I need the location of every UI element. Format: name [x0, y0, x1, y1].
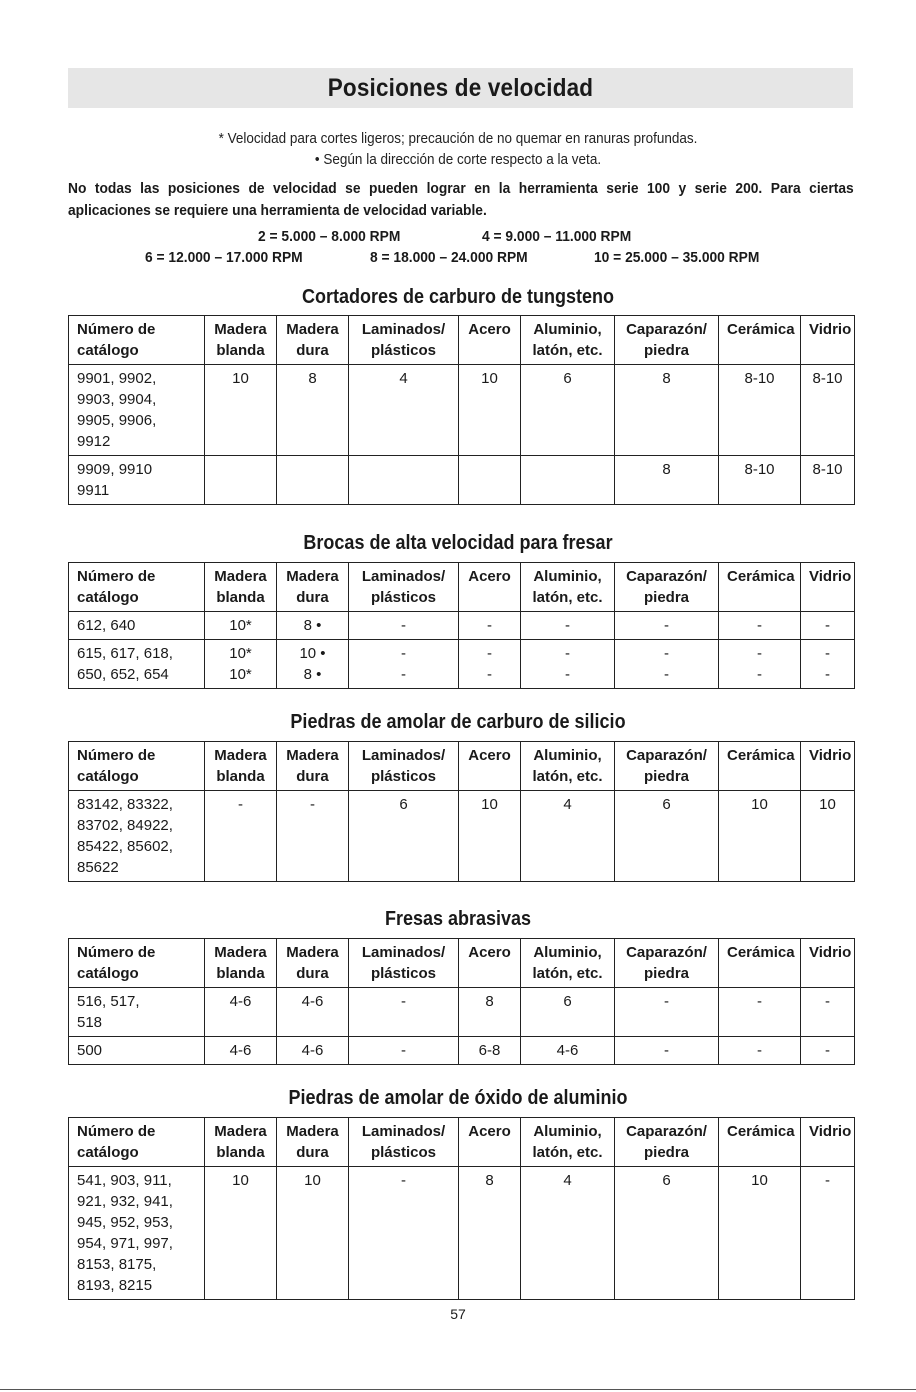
table-cell: 10	[801, 791, 855, 882]
column-header: Madera blanda	[205, 742, 277, 791]
table-cell: 4-6	[205, 1037, 277, 1065]
column-header: Número de catálogo	[69, 742, 205, 791]
table-cell: 10*	[205, 612, 277, 640]
column-header: Cerámica	[719, 1118, 801, 1167]
section-title: Piedras de amolar de óxido de aluminio	[288, 1087, 628, 1109]
page-number: 57	[450, 1306, 466, 1322]
column-header: Número de catálogo	[69, 563, 205, 612]
speed-table	[68, 562, 855, 689]
table-cell: - -	[801, 640, 855, 689]
table-cell: 6	[521, 988, 615, 1037]
table-row	[69, 365, 855, 456]
table-cell: 10 • 8 •	[277, 640, 349, 689]
table-cell	[205, 456, 277, 505]
catalog-cell: 9901, 9902, 9903, 9904, 9905, 9906, 9912	[69, 365, 205, 456]
table-cell: 8	[277, 365, 349, 456]
table-cell: 4	[521, 1167, 615, 1300]
table-row	[69, 988, 855, 1037]
column-header: Laminados/ plásticos	[349, 1118, 459, 1167]
column-header: Acero	[459, 316, 521, 365]
table-cell: -	[349, 1167, 459, 1300]
column-header: Caparazón/ piedra	[615, 563, 719, 612]
column-header: Madera dura	[277, 1118, 349, 1167]
table-header-row	[69, 563, 855, 612]
table-header-row	[69, 316, 855, 365]
speed-table	[68, 1117, 855, 1300]
column-header: Cerámica	[719, 563, 801, 612]
column-header: Cerámica	[719, 316, 801, 365]
speed-table	[68, 938, 855, 1065]
table-row	[69, 791, 855, 882]
column-header: Cerámica	[719, 742, 801, 791]
catalog-cell: 83142, 83322, 83702, 84922, 85422, 85602, 85622	[69, 791, 205, 882]
table-cell: 8	[459, 1167, 521, 1300]
column-header: Madera blanda	[205, 939, 277, 988]
column-header: Madera blanda	[205, 316, 277, 365]
catalog-cell: 516, 517, 518	[69, 988, 205, 1037]
table-cell	[349, 456, 459, 505]
table-cell: -	[459, 612, 521, 640]
table-cell: 8 •	[277, 612, 349, 640]
column-header: Aluminio, latón, etc.	[521, 563, 615, 612]
catalog-cell: 541, 903, 911, 921, 932, 941, 945, 952, 953, 954, 971, 997, 8153, 8175, 8193, 8215	[69, 1167, 205, 1300]
table-cell: 8	[459, 988, 521, 1037]
table-cell: - -	[719, 640, 801, 689]
table-cell: 10	[719, 1167, 801, 1300]
rpm-setting: 2 = 5.000 – 8.000 RPM	[258, 228, 401, 245]
column-header: Laminados/ plásticos	[349, 939, 459, 988]
column-header: Vidrio	[801, 316, 855, 365]
table-cell: 10	[459, 365, 521, 456]
section-title: Fresas abrasivas	[384, 908, 532, 930]
table-cell: -	[615, 988, 719, 1037]
page-title-bar	[68, 68, 853, 108]
table-cell: 6	[521, 365, 615, 456]
rpm-setting: 4 = 9.000 – 11.000 RPM	[482, 228, 632, 245]
table-cell: -	[801, 1037, 855, 1065]
table-cell: -	[205, 791, 277, 882]
table-cell: 4	[521, 791, 615, 882]
column-header: Número de catálogo	[69, 316, 205, 365]
table-cell: -	[521, 612, 615, 640]
catalog-cell: 9909, 9910 9911	[69, 456, 205, 505]
column-header: Acero	[459, 742, 521, 791]
table-cell: - -	[615, 640, 719, 689]
table-cell: 6-8	[459, 1037, 521, 1065]
table-cell: 4-6	[277, 1037, 349, 1065]
table-cell: -	[349, 612, 459, 640]
table-cell: 4	[349, 365, 459, 456]
column-header: Aluminio, latón, etc.	[521, 1118, 615, 1167]
table-cell: 8-10	[801, 365, 855, 456]
column-header: Laminados/ plásticos	[349, 742, 459, 791]
table-cell: -	[801, 612, 855, 640]
table-cell: 4-6	[521, 1037, 615, 1065]
column-header: Vidrio	[801, 563, 855, 612]
column-header: Madera dura	[277, 742, 349, 791]
column-header: Vidrio	[801, 1118, 855, 1167]
catalog-cell: 500	[69, 1037, 205, 1065]
table-cell: 4-6	[277, 988, 349, 1037]
column-header: Número de catálogo	[69, 939, 205, 988]
catalog-cell: 612, 640	[69, 612, 205, 640]
rpm-setting: 8 = 18.000 – 24.000 RPM	[370, 249, 528, 266]
speed-table	[68, 741, 855, 882]
table-row	[69, 1167, 855, 1300]
table-cell: - -	[459, 640, 521, 689]
column-header: Aluminio, latón, etc.	[521, 939, 615, 988]
table-cell: -	[801, 988, 855, 1037]
column-header: Vidrio	[801, 742, 855, 791]
table-cell: - -	[349, 640, 459, 689]
column-header: Madera dura	[277, 563, 349, 612]
table-header-row	[69, 1118, 855, 1167]
table-cell: -	[719, 612, 801, 640]
column-header: Vidrio	[801, 939, 855, 988]
column-header: Caparazón/ piedra	[615, 742, 719, 791]
column-header: Madera blanda	[205, 563, 277, 612]
table-header-row	[69, 742, 855, 791]
section-title: Brocas de alta velocidad para fresar	[303, 532, 613, 554]
rpm-setting: 10 = 25.000 – 35.000 RPM	[594, 249, 760, 266]
table-row	[69, 640, 855, 689]
table-cell: -	[719, 988, 801, 1037]
note-light-cuts: * Velocidad para cortes ligeros; precaución de no quemar en ranuras profundas.	[218, 130, 698, 147]
table-cell: -	[277, 791, 349, 882]
table-cell: 10	[205, 365, 277, 456]
column-header: Número de catálogo	[69, 1118, 205, 1167]
table-cell: 8	[615, 365, 719, 456]
table-cell: -	[719, 1037, 801, 1065]
table-cell	[459, 456, 521, 505]
table-cell: 4-6	[205, 988, 277, 1037]
table-cell	[277, 456, 349, 505]
table-cell: 8-10	[719, 456, 801, 505]
table-cell: -	[615, 1037, 719, 1065]
table-cell: -	[349, 1037, 459, 1065]
table-cell: 10* 10*	[205, 640, 277, 689]
bottom-rule	[0, 1389, 916, 1390]
table-cell: 6	[349, 791, 459, 882]
table-cell: - -	[521, 640, 615, 689]
table-cell: 10	[205, 1167, 277, 1300]
speed-table	[68, 315, 855, 505]
table-cell: 6	[615, 1167, 719, 1300]
column-header: Acero	[459, 939, 521, 988]
section-title: Piedras de amolar de carburo de silicio	[290, 711, 626, 733]
column-header: Madera blanda	[205, 1118, 277, 1167]
page-title: Posiciones de velocidad	[327, 73, 594, 102]
table-row	[69, 1037, 855, 1065]
table-header-row	[69, 939, 855, 988]
table-cell: -	[801, 1167, 855, 1300]
column-header: Caparazón/ piedra	[615, 1118, 719, 1167]
column-header: Caparazón/ piedra	[615, 939, 719, 988]
column-header: Caparazón/ piedra	[615, 316, 719, 365]
table-cell: 10	[719, 791, 801, 882]
column-header: Laminados/ plásticos	[349, 316, 459, 365]
table-row	[69, 612, 855, 640]
table-cell: 10	[459, 791, 521, 882]
column-header: Laminados/ plásticos	[349, 563, 459, 612]
table-cell: 10	[277, 1167, 349, 1300]
warning-text: No todas las posiciones de velocidad se pueden lograr en la herramienta serie 100 y serie 200. Para ciertas aplicaciones se requiere una herramienta de velocidad variable.	[68, 180, 854, 219]
column-header: Aluminio, latón, etc.	[521, 742, 615, 791]
section-title: Cortadores de carburo de tungsteno	[301, 286, 615, 308]
table-cell	[521, 456, 615, 505]
column-header: Madera dura	[277, 316, 349, 365]
table-cell: 8-10	[801, 456, 855, 505]
table-row	[69, 456, 855, 505]
column-header: Cerámica	[719, 939, 801, 988]
table-cell: -	[615, 612, 719, 640]
table-cell: -	[349, 988, 459, 1037]
catalog-cell: 615, 617, 618, 650, 652, 654	[69, 640, 205, 689]
column-header: Acero	[459, 1118, 521, 1167]
table-cell: 6	[615, 791, 719, 882]
column-header: Acero	[459, 563, 521, 612]
column-header: Madera dura	[277, 939, 349, 988]
note-grain-direction: • Según la dirección de corte respecto a la veta.	[314, 151, 602, 168]
rpm-setting: 6 = 12.000 – 17.000 RPM	[145, 249, 303, 266]
table-cell: 8-10	[719, 365, 801, 456]
column-header: Aluminio, latón, etc.	[521, 316, 615, 365]
table-cell: 8	[615, 456, 719, 505]
